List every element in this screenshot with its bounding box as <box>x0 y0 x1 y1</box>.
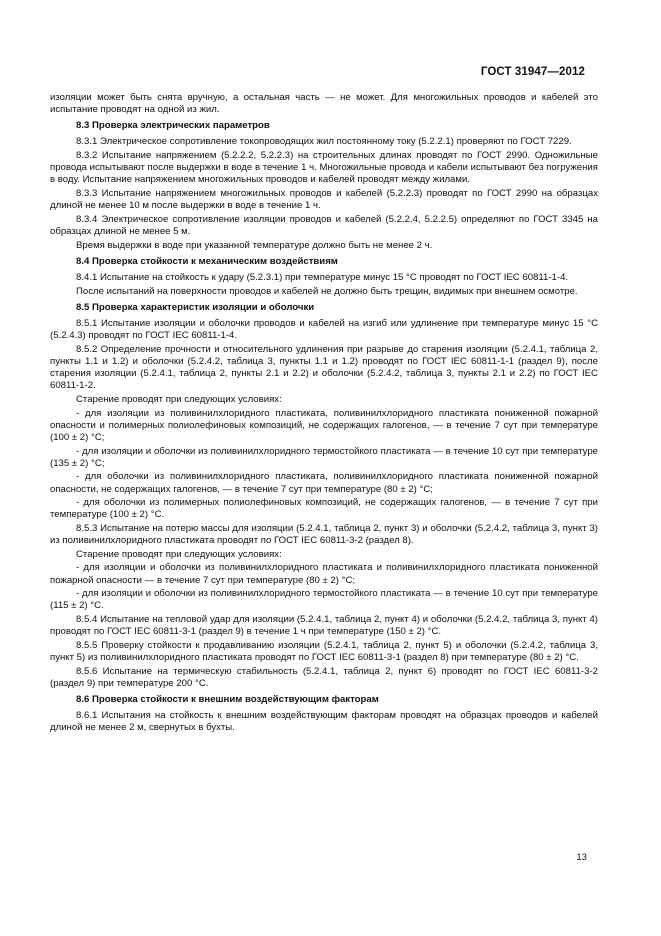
list-item: - для изоляции из поливинилхлоридного пластиката, поливинилхлоридного пластиката пониженной пожарной опасности и полимерных полиолефиновых композиций, не содержащих галогенов, — в течение 7 сут при температуре (100 ± 2) °С; <box>50 407 598 443</box>
list-item: - для изоляции и оболочки из поливинилхлоридного термостойкого пластиката — в течение 10 сут при температуре (135 ± 2) °С; <box>50 445 598 469</box>
paragraph-8-5-2: 8.5.2 Определение прочности и относительного удлинения при разрыве до старения изоляции (5.2.4.1, таблица 2, пункты 1.1 и 1.2) и оболочки (5.2.4.2, таблица 3, пункты 1.1 и 1.2) проводят по ГОСТ IEC 60811-1-1 (раздел 9), после старения изоляции (5.2.4.1, таблица 2, пункты 2.1 и 2.2) и оболочки (5.2.4.2, таблица 3, пункты 2.1 и 2.2) по ГОСТ IEC 60811-1-2. <box>50 343 598 392</box>
paragraph-8-4-1: 8.4.1 Испытание на стойкость к удару (5.2.3.1) при температуре минус 15 °С проводят по ГОСТ IEC 60811-1-4. <box>76 272 569 284</box>
document-body <box>50 92 598 736</box>
paragraph-8-3-1: 8.3.1 Электрическое сопротивление токопроводящих жил постоянному току (5.2.2.1) проверяют по ГОСТ 7229. <box>76 136 572 148</box>
paragraph-aging-conditions: Старение проводят при следующих условиях: <box>76 548 282 560</box>
paragraph-8-3-2: 8.3.2 Испытание напряжением (5.2.2.2, 5.2.2.3) на строительных длинах проводят по ГОСТ 2990. Одножильные провода испытывают после выдержки в воде в течение 1 ч. Многожильные провода и кабели испытывают без погружения в воду. Испытание напряжением многожильных проводов и кабелей проводят между жилами. <box>50 150 598 186</box>
list-item: - для изоляции и оболочки из поливинилхлоридного пластиката и поливинилхлоридного пластиката пониженной пожарной опасности — в течение 7 сут при температуре (80 ± 2) °С; <box>50 562 598 586</box>
paragraph-8-3-4: 8.3.4 Электрическое сопротивление изоляции проводов и кабелей (5.2.2.4, 5.2.2.5) определяют по ГОСТ 3345 на образцах длиной не менее 5 м. <box>50 213 598 238</box>
section-heading-8-6: 8.6 Проверка стойкости к внешним воздействующим факторам <box>76 694 379 706</box>
section-heading-8-5: 8.5 Проверка характеристик изоляции и оболочки <box>76 301 315 313</box>
section-heading-8-3: 8.3 Проверка электрических параметров <box>76 120 270 132</box>
paragraph-8-3-4-note: Время выдержки в воде при указанной температуре должно быть не менее 2 ч. <box>76 239 433 251</box>
page-number: 13 <box>576 852 587 863</box>
paragraph-8-5-1: 8.5.1 Испытание изоляции и оболочки проводов и кабелей на изгиб или удлинение при температуре минус 15 °С (5.2.4.3) проводят по ГОСТ IEC 60811-1-4. <box>50 318 598 342</box>
list-item: - для изоляции и оболочки из поливинилхлоридного термостойкого пластиката — в течение 10 сут при температуре (115 ± 2) °С. <box>50 588 598 612</box>
paragraph-8-5-3: 8.5.3 Испытание на потерю массы для изоляции (5.2.4.1, таблица 2, пункт 3) и оболочки (5.2.4.2, таблица 3, пункт 3) из поливинилхлоридного пластиката проводят по ГОСТ IEC 60811-3-2 (раздел 8). <box>50 523 598 547</box>
paragraph-8-5-5: 8.5.5 Проверку стойкости к продавливанию изоляции (5.2.4.1, таблица 2, пункт 5) и оболочки (5.2.4.2, таблица 3, пункт 5) из поливинилхлоридного пластиката проводят по ГОСТ IEC 60811-3-1 (раздел 8) при температуре (80 ± 2) °С. <box>50 639 598 664</box>
paragraph-continuation: изоляции может быть снята вручную, а остальная часть — не может. Для многожильных проводов и кабелей это испытание проводят на одной из жил. <box>50 92 598 116</box>
document-header: ГОСТ 31947—2012 <box>480 66 585 78</box>
paragraph-aging-conditions: Старение проводят при следующих условиях: <box>76 393 282 405</box>
list-item: - для оболочки из поливинилхлоридного пластиката, поливинилхлоридного пластиката пониженной пожарной опасности, не содержащих галогенов, — в течение 7 сут при температуре (80 ± 2) °С; <box>50 471 598 495</box>
paragraph-8-5-4: 8.5.4 Испытание на тепловой удар для изоляции (5.2.4.1, таблица 2, пункт 4) и оболочки (5.2.4.2, таблица 3, пункт 4) проводят по ГОСТ IEC 60811-3-1 (раздел 9) в течение 1 ч при температуре (150 ± 2) °С. <box>50 614 598 638</box>
paragraph-8-5-6: 8.5.6 Испытание на термическую стабильность (5.2.4.1, таблица 2, пункт 6) проводят по ГОСТ IEC 60811-3-2 (раздел 9) при температуре 200 °С. <box>50 665 598 689</box>
list-item: - для оболочки из полимерных полиолефиновых композиций, не содержащих галогенов, — в течение 7 сут при температуре (100 ± 2) °С. <box>50 497 598 521</box>
paragraph-8-3-3: 8.3.3 Испытание напряжением многожильных проводов и кабелей (5.2.2.3) проводят по ГОСТ 2990 на образцах длиной не менее 10 м после выдержки в воде в течение 1 ч. <box>50 188 598 212</box>
paragraph-8-6-1: 8.6.1 Испытания на стойкость к внешним воздействующим факторам проводят на образцах проводов и кабелей длиной не менее 2 м, свернутых в бухты. <box>50 710 598 734</box>
paragraph-8-4-1-note: После испытаний на поверхности проводов и кабелей не должно быть трещин, видимых при внешнем осмотре. <box>76 285 578 297</box>
section-heading-8-4: 8.4 Проверка стойкости к механическим воздействиям <box>76 255 338 267</box>
